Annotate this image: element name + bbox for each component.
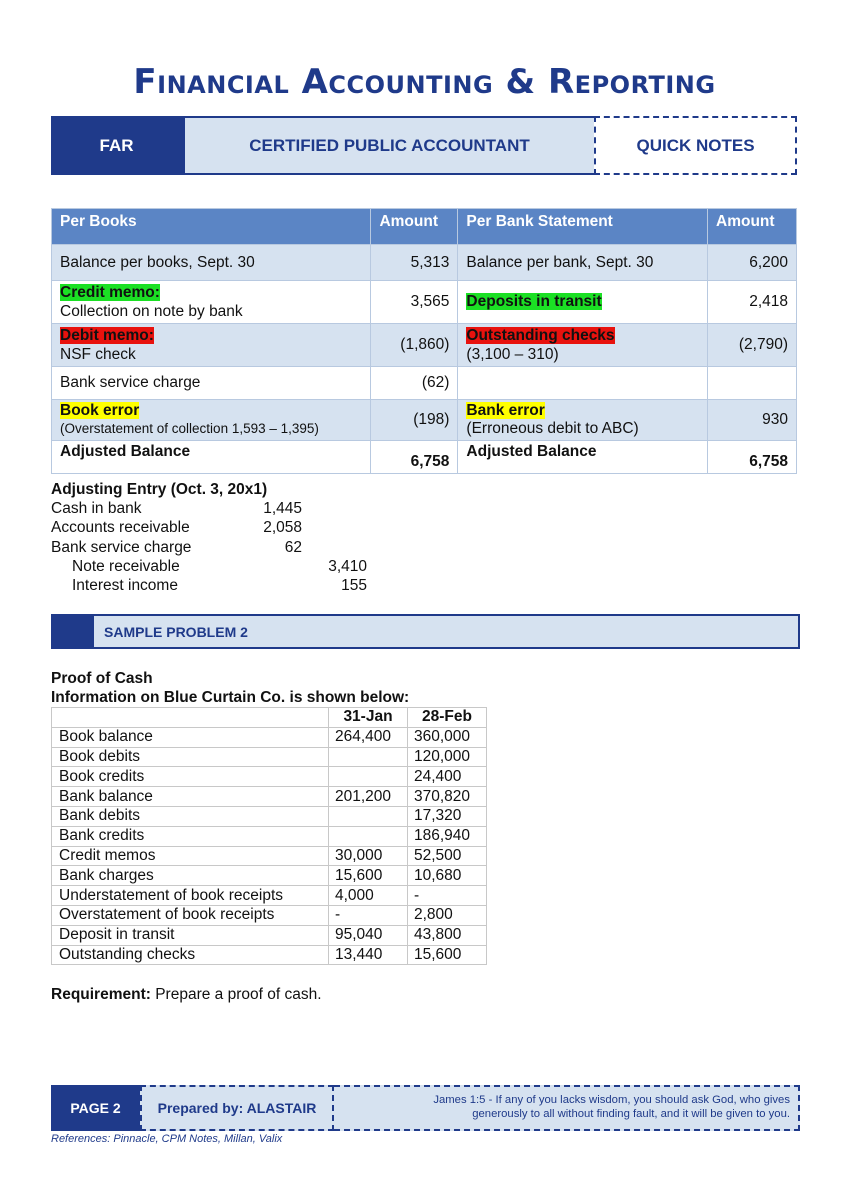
table-row bbox=[52, 787, 487, 807]
prepared-by: Prepared by: ALASTAIR bbox=[140, 1085, 334, 1131]
bank-adjusted-balance: 6,758 bbox=[708, 441, 797, 474]
table-row bbox=[52, 866, 487, 886]
jan-value: 4,000 bbox=[329, 886, 408, 906]
table-row bbox=[52, 727, 487, 747]
column-header: Amount bbox=[708, 209, 797, 245]
column-header: 28-Feb bbox=[408, 708, 487, 728]
books-item-label: NSF check bbox=[60, 346, 136, 363]
account-name: Bank service charge bbox=[51, 538, 192, 556]
feb-value: 120,000 bbox=[408, 747, 487, 767]
outstanding-checks-tag: Outstanding checks bbox=[466, 327, 615, 344]
bible-verse bbox=[334, 1085, 800, 1131]
verse-line: James 1:5 - If any of you lacks wisdom, you should ask God, who gives bbox=[433, 1094, 790, 1106]
row-label: Bank debits bbox=[52, 806, 329, 826]
table-row bbox=[52, 400, 797, 441]
table-row bbox=[52, 281, 797, 324]
table-row bbox=[52, 806, 487, 826]
journal-line bbox=[51, 500, 381, 519]
footer-band bbox=[51, 1085, 800, 1131]
feb-value: 24,400 bbox=[408, 767, 487, 787]
table-row bbox=[52, 367, 797, 400]
books-item: Balance per books, Sept. 30 bbox=[52, 245, 371, 281]
books-amount: 5,313 bbox=[371, 245, 458, 281]
jan-value: 264,400 bbox=[329, 727, 408, 747]
account-name: Note receivable bbox=[72, 557, 180, 575]
credit-amount: 155 bbox=[341, 577, 367, 595]
feb-value: 17,320 bbox=[408, 806, 487, 826]
feb-value: 186,940 bbox=[408, 826, 487, 846]
row-label: Overstatement of book receipts bbox=[52, 905, 329, 925]
books-amount: (1,860) bbox=[371, 324, 458, 367]
adjusted-balance-label: Adjusted Balance bbox=[52, 441, 371, 474]
table-row bbox=[52, 925, 487, 945]
proof-of-cash-subtitle: Information on Blue Curtain Co. is shown below: bbox=[51, 689, 410, 706]
row-label: Bank charges bbox=[52, 866, 329, 886]
column-header: 31-Jan bbox=[329, 708, 408, 728]
jan-value: 15,600 bbox=[329, 866, 408, 886]
jan-value bbox=[329, 806, 408, 826]
feb-value: 2,800 bbox=[408, 905, 487, 925]
bank-item bbox=[458, 281, 708, 324]
feb-value: 43,800 bbox=[408, 925, 487, 945]
jan-value: - bbox=[329, 905, 408, 925]
journal-line bbox=[51, 558, 381, 577]
adjusted-balance-label: Adjusted Balance bbox=[458, 441, 708, 474]
bank-item bbox=[458, 367, 708, 400]
table-row bbox=[52, 767, 487, 787]
feb-value: 370,820 bbox=[408, 787, 487, 807]
bank-amount bbox=[708, 367, 797, 400]
jan-value bbox=[329, 826, 408, 846]
row-label: Understatement of book receipts bbox=[52, 886, 329, 906]
row-label: Deposit in transit bbox=[52, 925, 329, 945]
debit-memo-tag: Debit memo: bbox=[60, 327, 154, 344]
requirement-label: Requirement: bbox=[51, 986, 151, 1003]
row-label: Credit memos bbox=[52, 846, 329, 866]
feb-value: 52,500 bbox=[408, 846, 487, 866]
books-amount: 3,565 bbox=[371, 281, 458, 324]
books-adjusted-balance: 6,758 bbox=[371, 441, 458, 474]
jan-value bbox=[329, 767, 408, 787]
row-label: Bank balance bbox=[52, 787, 329, 807]
jan-value bbox=[329, 747, 408, 767]
journal-line bbox=[51, 577, 381, 596]
table-header-row bbox=[52, 209, 797, 245]
table-row bbox=[52, 747, 487, 767]
table-row bbox=[52, 945, 487, 965]
bank-item bbox=[458, 400, 708, 441]
books-amount: (198) bbox=[371, 400, 458, 441]
feb-value: 15,600 bbox=[408, 945, 487, 965]
jan-value: 201,200 bbox=[329, 787, 408, 807]
proof-of-cash-table bbox=[51, 707, 487, 965]
jan-value: 95,040 bbox=[329, 925, 408, 945]
proof-of-cash-heading bbox=[51, 669, 409, 707]
bank-reconciliation-table bbox=[51, 208, 797, 474]
row-label: Outstanding checks bbox=[52, 945, 329, 965]
bank-item-label: (Erroneous debit to ABC) bbox=[466, 420, 639, 437]
sample-problem-band bbox=[51, 614, 800, 649]
requirement-text: Prepare a proof of cash. bbox=[150, 986, 322, 1003]
bank-item bbox=[458, 324, 708, 367]
table-header-row bbox=[52, 708, 487, 728]
books-item bbox=[52, 324, 371, 367]
total-row bbox=[52, 441, 797, 474]
references: References: Pinnacle, CPM Notes, Millan, Valix bbox=[51, 1133, 283, 1145]
credit-memo-tag: Credit memo: bbox=[60, 284, 160, 301]
table-row bbox=[52, 886, 487, 906]
feb-value: - bbox=[408, 886, 487, 906]
row-label: Book credits bbox=[52, 767, 329, 787]
row-label: Book balance bbox=[52, 727, 329, 747]
column-header bbox=[52, 708, 329, 728]
journal-line bbox=[51, 519, 381, 538]
row-label: Bank credits bbox=[52, 826, 329, 846]
bank-amount: 2,418 bbox=[708, 281, 797, 324]
band-accent bbox=[53, 616, 94, 647]
table-row bbox=[52, 905, 487, 925]
feb-value: 360,000 bbox=[408, 727, 487, 747]
bank-item-label: (3,100 – 310) bbox=[466, 346, 559, 363]
jan-value: 30,000 bbox=[329, 846, 408, 866]
bank-amount: (2,790) bbox=[708, 324, 797, 367]
account-name: Cash in bank bbox=[51, 500, 142, 517]
jan-value: 13,440 bbox=[329, 945, 408, 965]
table-row bbox=[52, 826, 487, 846]
feb-value: 10,680 bbox=[408, 866, 487, 886]
page-title: Financial Accounting & Reporting bbox=[133, 62, 716, 102]
table-row bbox=[52, 846, 487, 866]
books-item-label: Collection on note by bank bbox=[60, 303, 243, 320]
debit-amount: 1,445 bbox=[263, 500, 302, 517]
course-title: CERTIFIED PUBLIC ACCOUNTANT bbox=[182, 116, 594, 175]
sample-problem-label: SAMPLE PROBLEM 2 bbox=[94, 616, 798, 647]
table-row bbox=[52, 324, 797, 367]
account-name: Interest income bbox=[72, 577, 178, 595]
quick-notes-label: QUICK NOTES bbox=[594, 116, 797, 175]
adjusting-entry bbox=[51, 481, 381, 596]
requirement bbox=[51, 986, 322, 1004]
column-header: Per Books bbox=[52, 209, 371, 245]
books-item bbox=[52, 400, 371, 441]
book-error-tag: Book error bbox=[60, 402, 140, 419]
proof-of-cash-title: Proof of Cash bbox=[51, 670, 153, 687]
credit-amount: 3,410 bbox=[328, 557, 367, 575]
header-band bbox=[51, 116, 797, 175]
subject-code: FAR bbox=[51, 116, 182, 175]
books-item bbox=[52, 281, 371, 324]
bank-amount: 6,200 bbox=[708, 245, 797, 281]
bank-amount: 930 bbox=[708, 400, 797, 441]
bank-item: Balance per bank, Sept. 30 bbox=[458, 245, 708, 281]
deposits-in-transit-tag: Deposits in transit bbox=[466, 293, 602, 310]
bank-error-tag: Bank error bbox=[466, 402, 545, 419]
adjusting-entry-title: Adjusting Entry (Oct. 3, 20x1) bbox=[51, 481, 268, 498]
column-header: Amount bbox=[371, 209, 458, 245]
verse-line: generously to all without finding fault, and it will be given to you. bbox=[472, 1108, 790, 1120]
books-amount: (62) bbox=[371, 367, 458, 400]
table-row bbox=[52, 245, 797, 281]
books-item: Bank service charge bbox=[52, 367, 371, 400]
books-item-label: (Overstatement of collection 1,593 – 1,395) bbox=[60, 421, 319, 436]
debit-amount: 62 bbox=[284, 538, 302, 556]
journal-line bbox=[51, 539, 381, 558]
column-header: Per Bank Statement bbox=[458, 209, 708, 245]
page-number: PAGE 2 bbox=[51, 1085, 140, 1131]
account-name: Accounts receivable bbox=[51, 519, 190, 537]
debit-amount: 2,058 bbox=[263, 519, 302, 537]
row-label: Book debits bbox=[52, 747, 329, 767]
